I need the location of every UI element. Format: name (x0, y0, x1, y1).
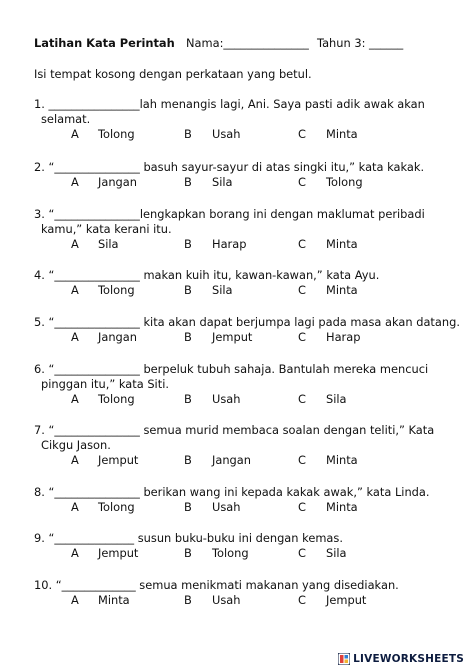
question-text: 4. “_______________ makan kuih itu, kawan-kawan,” kata Ayu. (34, 268, 380, 282)
option-text: Tolong (326, 175, 363, 189)
option-letter: A (71, 392, 79, 406)
option-text: Jangan (98, 330, 137, 344)
option-text: Usah (212, 500, 241, 514)
worksheet-title: Latihan Kata Perintah (34, 36, 175, 50)
option-letter: C (298, 593, 306, 607)
option-text: Tolong (98, 500, 135, 514)
answer-options (34, 330, 444, 345)
option-text: Jemput (326, 593, 367, 607)
question-text: 2. “_______________ basuh sayur-sayur di atas singki itu,” kata kakak. (34, 160, 425, 174)
option-letter: A (71, 546, 79, 560)
name-field: Nama:_______________ (186, 36, 309, 50)
option-text: Jangan (98, 175, 137, 189)
option-letter: B (184, 283, 192, 297)
question-2 (34, 160, 444, 190)
option-letter: A (71, 175, 79, 189)
option-letter: B (184, 127, 192, 141)
instruction-text: Isi tempat kosong dengan perkataan yang betul. (34, 67, 312, 81)
question-text-continued: kamu,” kata kerani itu. (41, 222, 172, 236)
option-text: Minta (326, 500, 358, 514)
question-text: 7. “_______________ semua murid membaca soalan dengan teliti,” Kata (34, 423, 435, 437)
answer-options (34, 500, 444, 515)
option-text: Usah (212, 593, 241, 607)
question-text: 6. “_______________ berpeluk tubuh sahaja. Bantulah mereka mencuci (34, 362, 429, 376)
question-1 (34, 97, 444, 142)
option-text: Jemput (212, 330, 253, 344)
liveworksheets-logo-icon (338, 653, 350, 665)
option-text: Jangan (212, 453, 251, 467)
worksheet-header (34, 36, 454, 52)
option-letter: C (298, 392, 306, 406)
question-text: 10. “_____________ semua menikmati makanan yang disediakan. (34, 578, 399, 592)
option-text: Harap (212, 237, 247, 251)
option-letter: B (184, 453, 192, 467)
option-text: Minta (326, 237, 358, 251)
option-letter: C (298, 500, 306, 514)
option-text: Jemput (98, 546, 139, 560)
question-9 (34, 531, 444, 561)
answer-options (34, 593, 444, 608)
option-text: Usah (212, 127, 241, 141)
question-text-continued: pinggan itu,” kata Siti. (41, 377, 169, 391)
option-letter: B (184, 500, 192, 514)
question-text: 9. “______________ susun buku-buku ini dengan kemas. (34, 531, 343, 545)
option-text: Sila (212, 175, 233, 189)
option-text: Sila (212, 283, 233, 297)
option-text: Tolong (98, 392, 135, 406)
option-text: Sila (98, 237, 119, 251)
answer-options (34, 453, 444, 468)
option-letter: A (71, 593, 79, 607)
option-letter: A (71, 127, 79, 141)
question-8 (34, 485, 444, 515)
option-letter: C (298, 175, 306, 189)
option-text: Sila (326, 392, 347, 406)
option-letter: C (298, 283, 306, 297)
option-text: Minta (326, 283, 358, 297)
option-letter: B (184, 392, 192, 406)
question-3 (34, 207, 444, 252)
option-letter: C (298, 127, 306, 141)
question-5 (34, 315, 460, 345)
question-10 (34, 578, 444, 608)
question-text-continued: selamat. (41, 112, 91, 126)
option-letter: C (298, 237, 306, 251)
option-letter: C (298, 330, 306, 344)
option-letter: B (184, 546, 192, 560)
option-letter: B (184, 330, 192, 344)
option-text: Tolong (212, 546, 249, 560)
question-text: 1. ________________lah menangis lagi, Ani. Saya pasti adik awak akan (34, 97, 425, 111)
question-text-continued: Cikgu Jason. (41, 438, 111, 452)
option-letter: A (71, 283, 79, 297)
question-4 (34, 268, 444, 298)
answer-options (34, 237, 444, 252)
answer-options (34, 283, 444, 298)
liveworksheets-logo (338, 652, 464, 666)
answer-options (34, 392, 444, 407)
option-text: Usah (212, 392, 241, 406)
option-letter: B (184, 593, 192, 607)
liveworksheets-logo-text: LIVEWORKSHEETS (353, 653, 464, 665)
class-field: Tahun 3: ______ (317, 36, 404, 50)
option-text: Tolong (98, 127, 135, 141)
question-7 (34, 423, 444, 468)
option-letter: B (184, 237, 192, 251)
question-text: 3. “_______________lengkapkan borang ini dengan maklumat peribadi (34, 207, 425, 221)
option-text: Sila (326, 546, 347, 560)
option-letter: C (298, 453, 306, 467)
option-letter: A (71, 330, 79, 344)
answer-options (34, 175, 444, 190)
option-letter: A (71, 500, 79, 514)
option-letter: C (298, 546, 306, 560)
question-text: 8. “_______________ berikan wang ini kepada kakak awak,” kata Linda. (34, 485, 430, 499)
option-text: Jemput (98, 453, 139, 467)
option-letter: A (71, 453, 79, 467)
answer-options (34, 127, 444, 142)
question-6 (34, 362, 444, 407)
option-letter: B (184, 175, 192, 189)
option-text: Harap (326, 330, 361, 344)
option-text: Minta (326, 453, 358, 467)
question-text: 5. “_______________ kita akan dapat berjumpa lagi pada masa akan datang. (34, 315, 460, 329)
answer-options (34, 546, 444, 561)
option-letter: A (71, 237, 79, 251)
option-text: Minta (98, 593, 130, 607)
option-text: Tolong (98, 283, 135, 297)
option-text: Minta (326, 127, 358, 141)
